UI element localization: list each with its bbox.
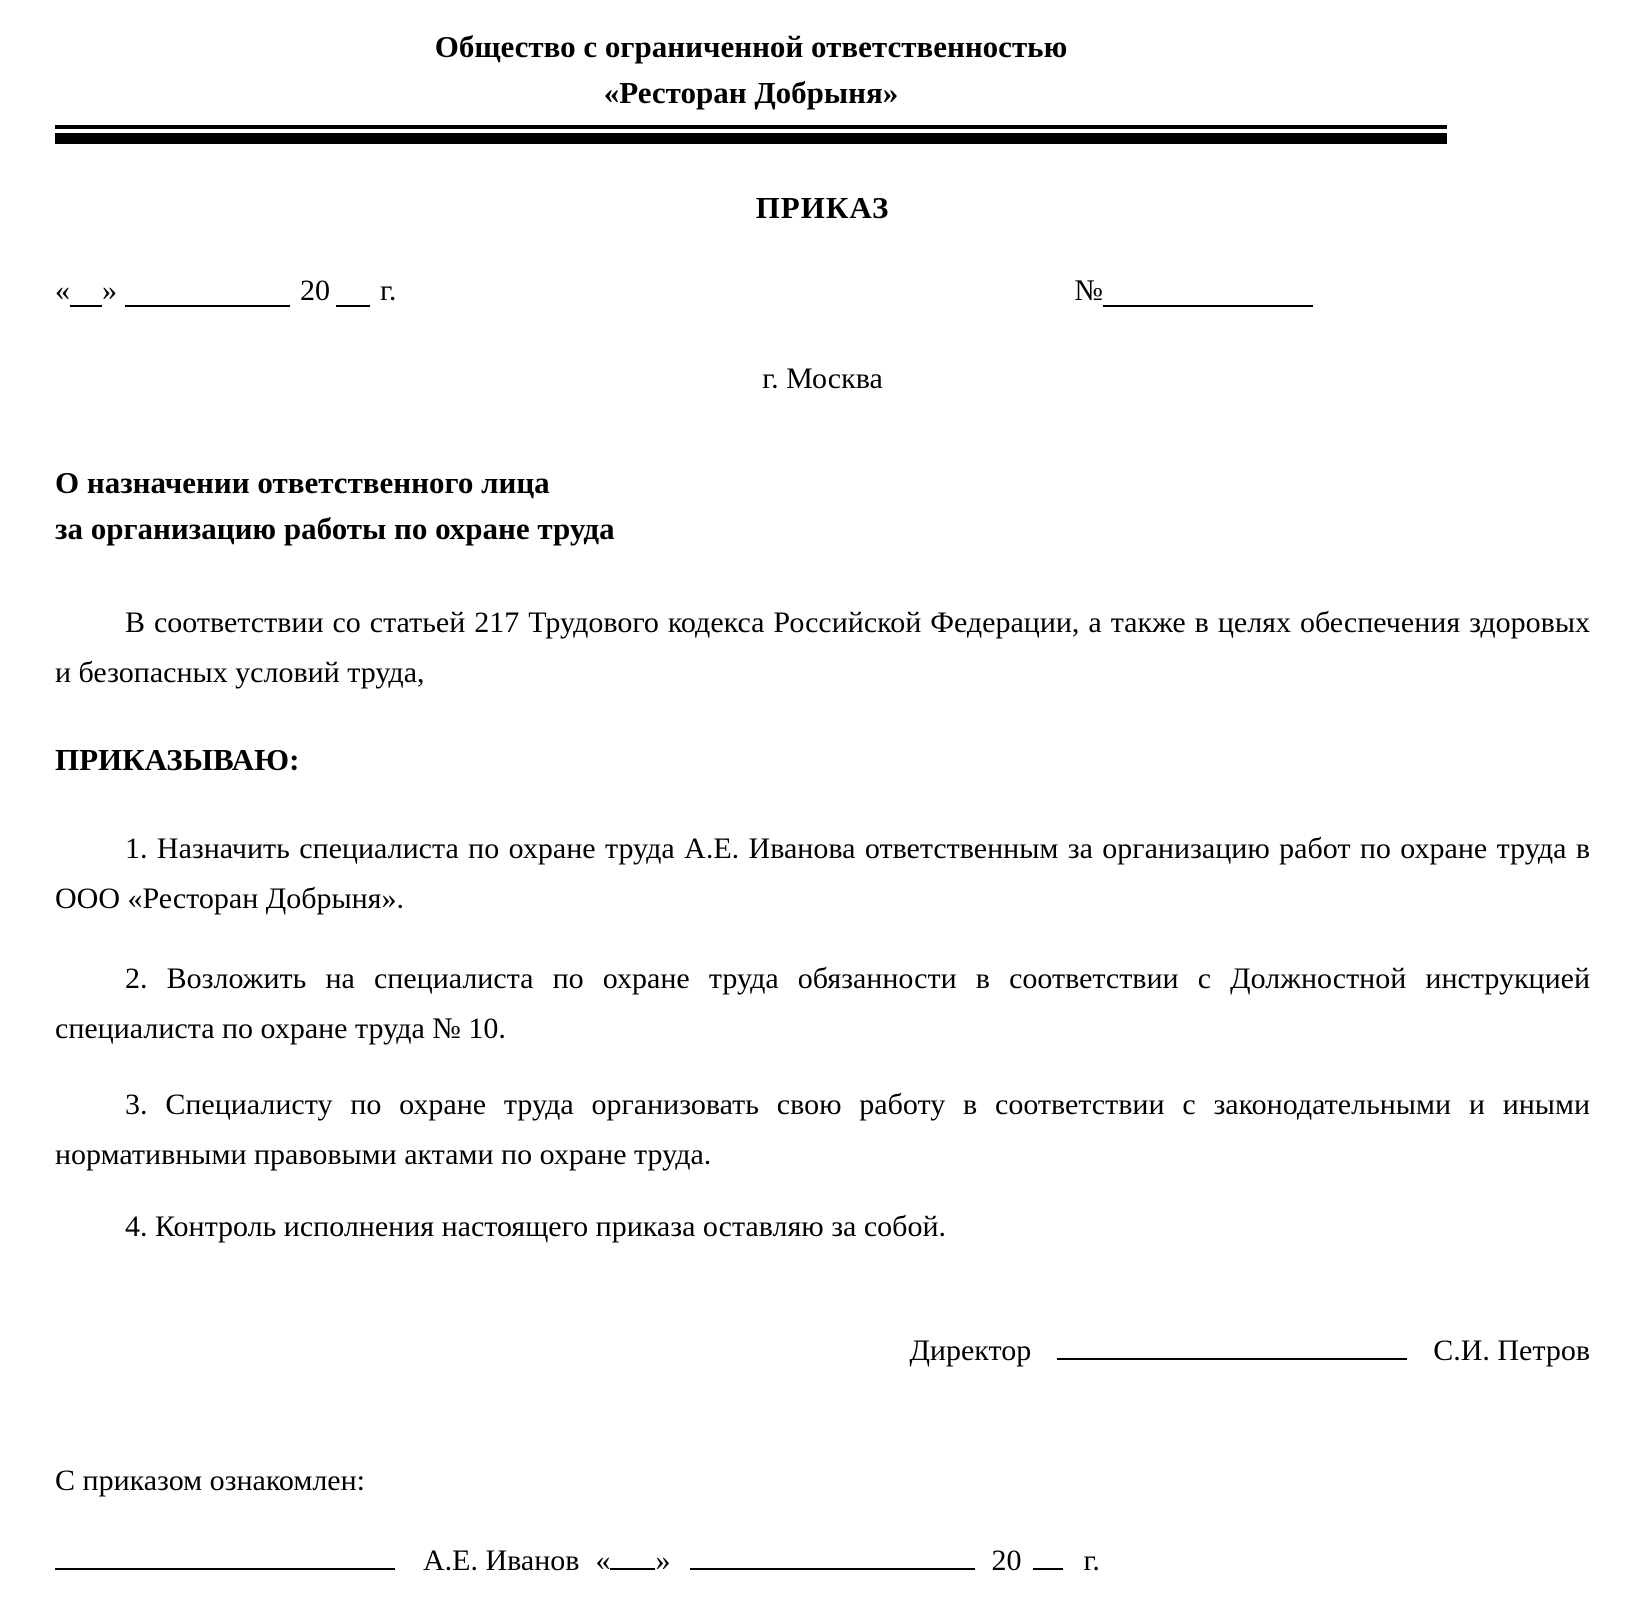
document-header [55, 24, 1447, 144]
acknowledgment-label: С приказом ознакомлен: [55, 1464, 366, 1497]
order-verb-heading: ПРИКАЗЫВАЮ: [55, 742, 300, 777]
header-rule-thin [55, 125, 1447, 129]
date-quote-open: « [55, 274, 70, 307]
number-sign: № [1074, 274, 1103, 307]
ack-quote-close: » [655, 1544, 671, 1577]
company-name-line1: Общество с ограниченной ответственностью [434, 29, 1068, 64]
order-item-2: 2. Возложить на специалиста по охране труда обязанности в соответствии с Должностной инструкцией специалиста по охране труда № 10. [55, 962, 1590, 1045]
date-day-blank [70, 277, 102, 307]
order-item-1: 1. Назначить специалиста по охране труда А.Е. Иванова ответственным за организацию работ по охране труда в ООО «Ресторан Добрыня». [55, 832, 1590, 915]
signature-name: С.И. Петров [1433, 1334, 1590, 1367]
date-and-number-row [55, 274, 1590, 308]
subject-heading [55, 460, 1590, 552]
company-name-line2: «Ресторан Добрыня» [603, 75, 899, 110]
order-number-blank [1103, 277, 1313, 307]
ack-signature-blank [55, 1540, 395, 1570]
date-field [55, 274, 396, 308]
date-month-blank [125, 277, 290, 307]
subject-line1: О назначении ответственного лица [55, 465, 550, 500]
order-item-3: 3. Специалисту по охране труда организовать свою работу в соответствии с законодательными и иными нормативными правовыми актами по охране труда. [55, 1088, 1590, 1171]
subject-line2: за организацию работы по охране труда [55, 511, 615, 546]
date-year-suffix: г. [380, 274, 397, 307]
ack-month-blank [690, 1540, 975, 1570]
date-year-blank [336, 277, 370, 307]
acknowledgment-row [55, 1540, 1590, 1578]
ack-day-blank [610, 1540, 655, 1570]
signature-title: Директор [909, 1334, 1032, 1367]
document-title: ПРИКАЗ [755, 190, 890, 225]
director-signature-blank [1057, 1330, 1407, 1360]
date-century: 20 [300, 274, 330, 307]
ack-name: А.Е. Иванов [423, 1544, 580, 1577]
ack-year-suffix: г. [1083, 1544, 1100, 1577]
ack-quote-open: « [595, 1544, 611, 1577]
city-line: г. Москва [762, 362, 883, 395]
intro-paragraph: В соответствии со статьей 217 Трудового кодекса Российской Федерации, а также в целях обеспечения здоровых и безопасных условий труда, [55, 606, 1590, 689]
order-number-field [1074, 274, 1313, 308]
director-signature-row [55, 1330, 1590, 1368]
ack-year-blank [1033, 1540, 1063, 1570]
header-rule-thick [55, 133, 1447, 144]
order-item-4: 4. Контроль исполнения настоящего приказа оставляю за собой. [125, 1210, 947, 1243]
date-quote-close: » [102, 274, 117, 307]
ack-century: 20 [991, 1544, 1022, 1577]
